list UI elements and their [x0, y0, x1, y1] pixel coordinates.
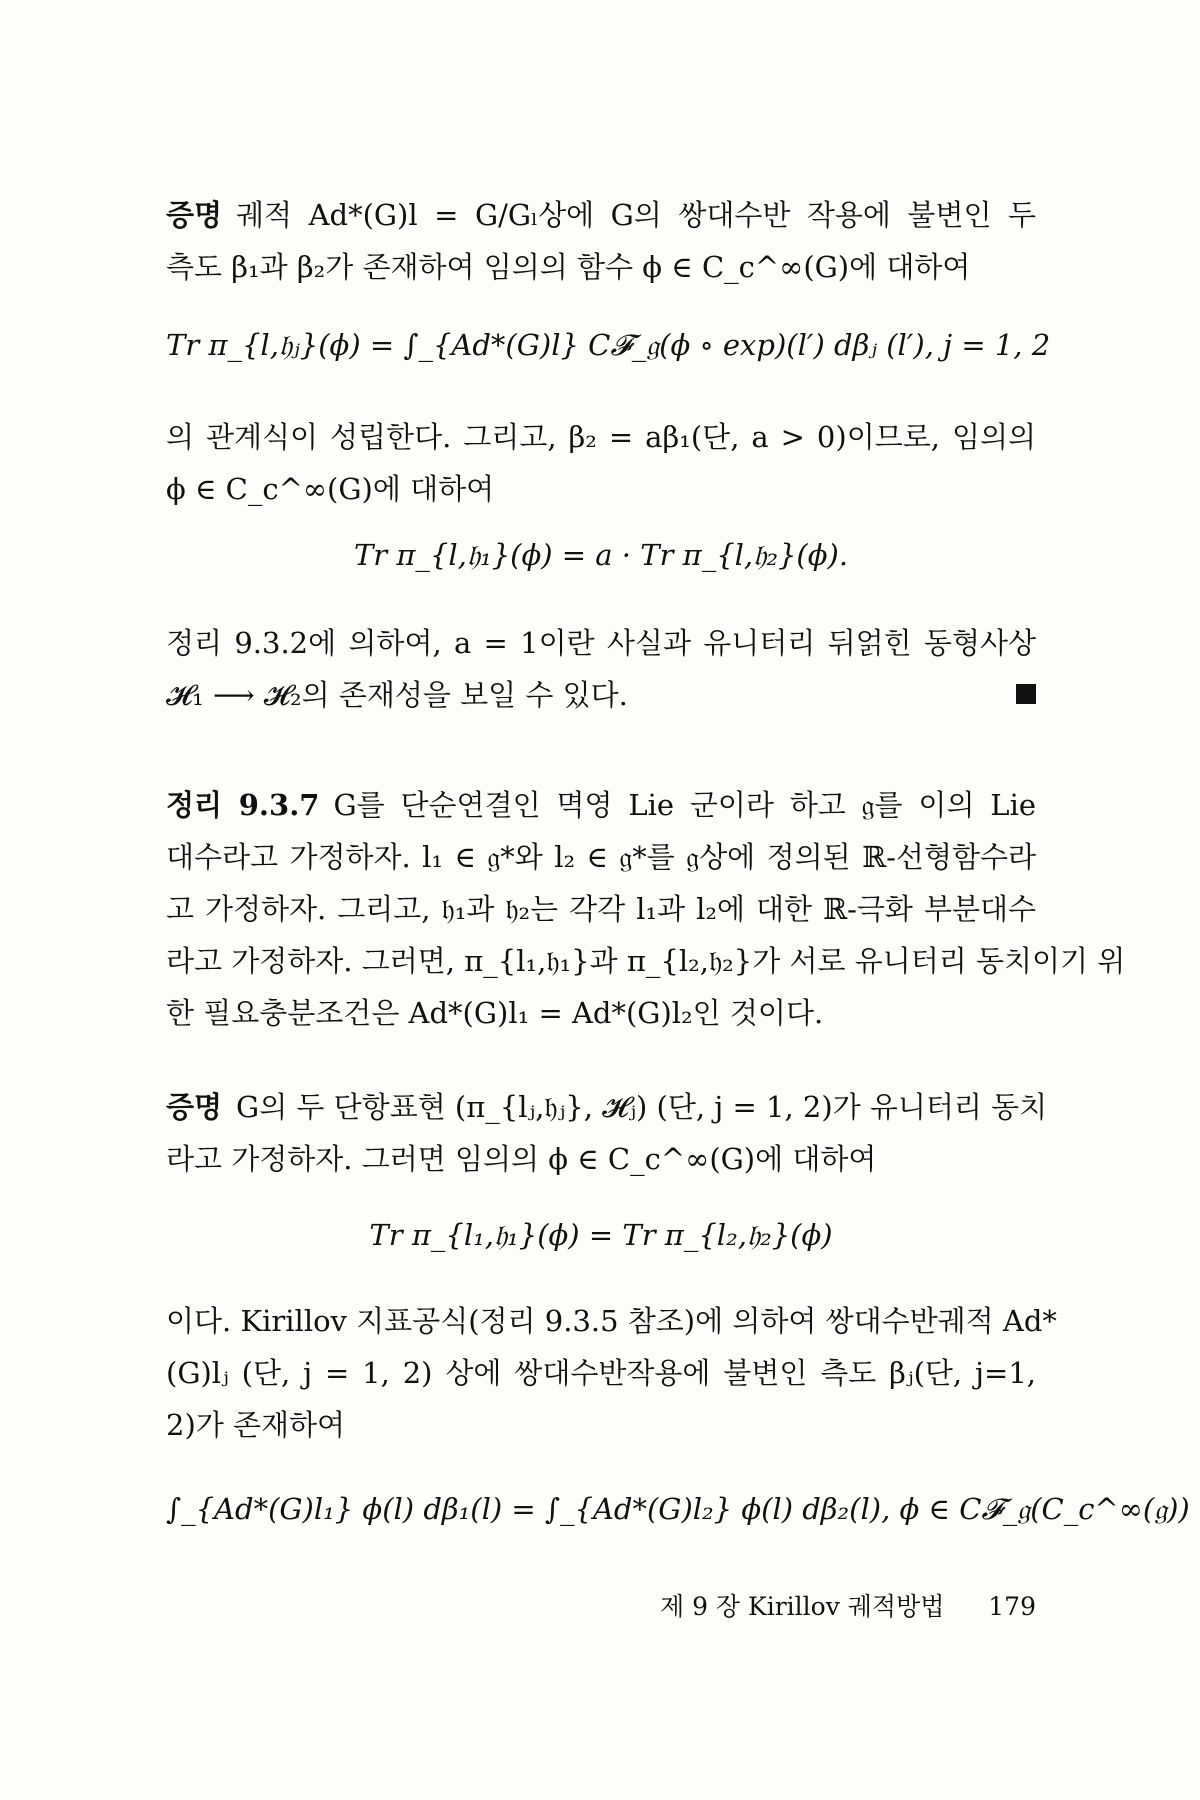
footer-line: [660, 1582, 1036, 1632]
proof1-keyword: 증명: [166, 198, 223, 232]
proof2-line-1: 증명 G의 두 단항표현 (π_{lⱼ,𝔥ⱼ}, 𝓗ⱼ) (단, j = 1, 2)가 유니터리 동치: [166, 1090, 1048, 1124]
footer-page-number: 179: [988, 1592, 1036, 1621]
theorem-line-3: 고 가정하자. 그리고, 𝔥₁과 𝔥₂는 각각 l₁과 l₂에 대한 ℝ-극화 부분대수: [166, 892, 1036, 926]
proof2-line-5: 2)가 존재하여: [166, 1408, 346, 1442]
page-footer: [166, 1582, 1036, 1632]
qed-square-icon: [1016, 684, 1036, 704]
proof2-keyword: 증명: [166, 1090, 223, 1124]
proof2-line-2: 라고 가정하자. 그러면 임의의 ϕ ∈ C_c^∞(G)에 대하여: [166, 1142, 877, 1176]
proof2-equation-2: ∫_{Ad*(G)l₁} ϕ(l) dβ₁(l) = ∫_{Ad*(G)l₂} ϕ(l) dβ₂(l), ϕ ∈ C𝓕_𝔤(C_c^∞(𝔤)): [166, 1492, 1190, 1526]
theorem-keyword: 정리 9.3.7: [166, 788, 320, 822]
proof1-line-2: 측도 β₁과 β₂가 존재하여 임의의 함수 ϕ ∈ C_c^∞(G)에 대하여: [166, 250, 971, 284]
proof1-line-6: 𝓗₁ ⟶ 𝓗₂의 존재성을 보일 수 있다.: [166, 670, 1036, 720]
proof1-equation-1: Tr π_{l,𝔥ⱼ}(ϕ) = ∫_{Ad*(G)l} C𝓕_𝔤(ϕ ∘ exp)(l′) dβⱼ (l′), j = 1, 2: [166, 328, 1051, 362]
proof2-line-3: 이다. Kirillov 지표공식(정리 9.3.5 참조)에 의하여 쌍대수반궤적 Ad*: [166, 1304, 1057, 1338]
theorem-line-4: 라고 가정하자. 그러면, π_{l₁,𝔥₁}과 π_{l₂,𝔥₂}가 서로 유니터리 동치이기 위: [166, 944, 1126, 978]
footer-chapter: 제 9 장 Kirillov 궤적방법: [659, 1592, 945, 1621]
theorem-line-2: 대수라고 가정하자. l₁ ∈ 𝔤*와 l₂ ∈ 𝔤*를 𝔤상에 정의된 ℝ-선형함수라: [166, 840, 1036, 874]
theorem-line-1: 정리 9.3.7 G를 단순연결인 멱영 Lie 군이라 하고 𝔤를 이의 Lie: [166, 788, 1037, 822]
theorem-line-5: 한 필요충분조건은 Ad*(G)l₁ = Ad*(G)l₂인 것이다.: [166, 996, 824, 1030]
proof1-line-4: ϕ ∈ C_c^∞(G)에 대하여: [166, 472, 495, 506]
proof1-equation-2: Tr π_{l,𝔥₁}(ϕ) = a · Tr π_{l,𝔥₂}(ϕ).: [353, 538, 849, 572]
proof1-line-3: 의 관계식이 성립한다. 그리고, β₂ = aβ₁(단, a > 0)이므로, 임의의: [166, 420, 1036, 454]
proof1-line-1: 증명 궤적 Ad*(G)l = G/Gₗ상에 G의 쌍대수반 작용에 불변인 두: [166, 198, 1036, 232]
proof2-line-4: (G)lⱼ (단, j = 1, 2) 상에 쌍대수반작용에 불변인 측도 βⱼ(단, j=1,: [166, 1356, 1036, 1390]
proof2-equation-1: Tr π_{l₁,𝔥₁}(ϕ) = Tr π_{l₂,𝔥₂}(ϕ): [369, 1218, 833, 1252]
proof1-line-5: 정리 9.3.2에 의하여, a = 1이란 사실과 유니터리 뒤얽힌 동형사상: [166, 626, 1036, 660]
